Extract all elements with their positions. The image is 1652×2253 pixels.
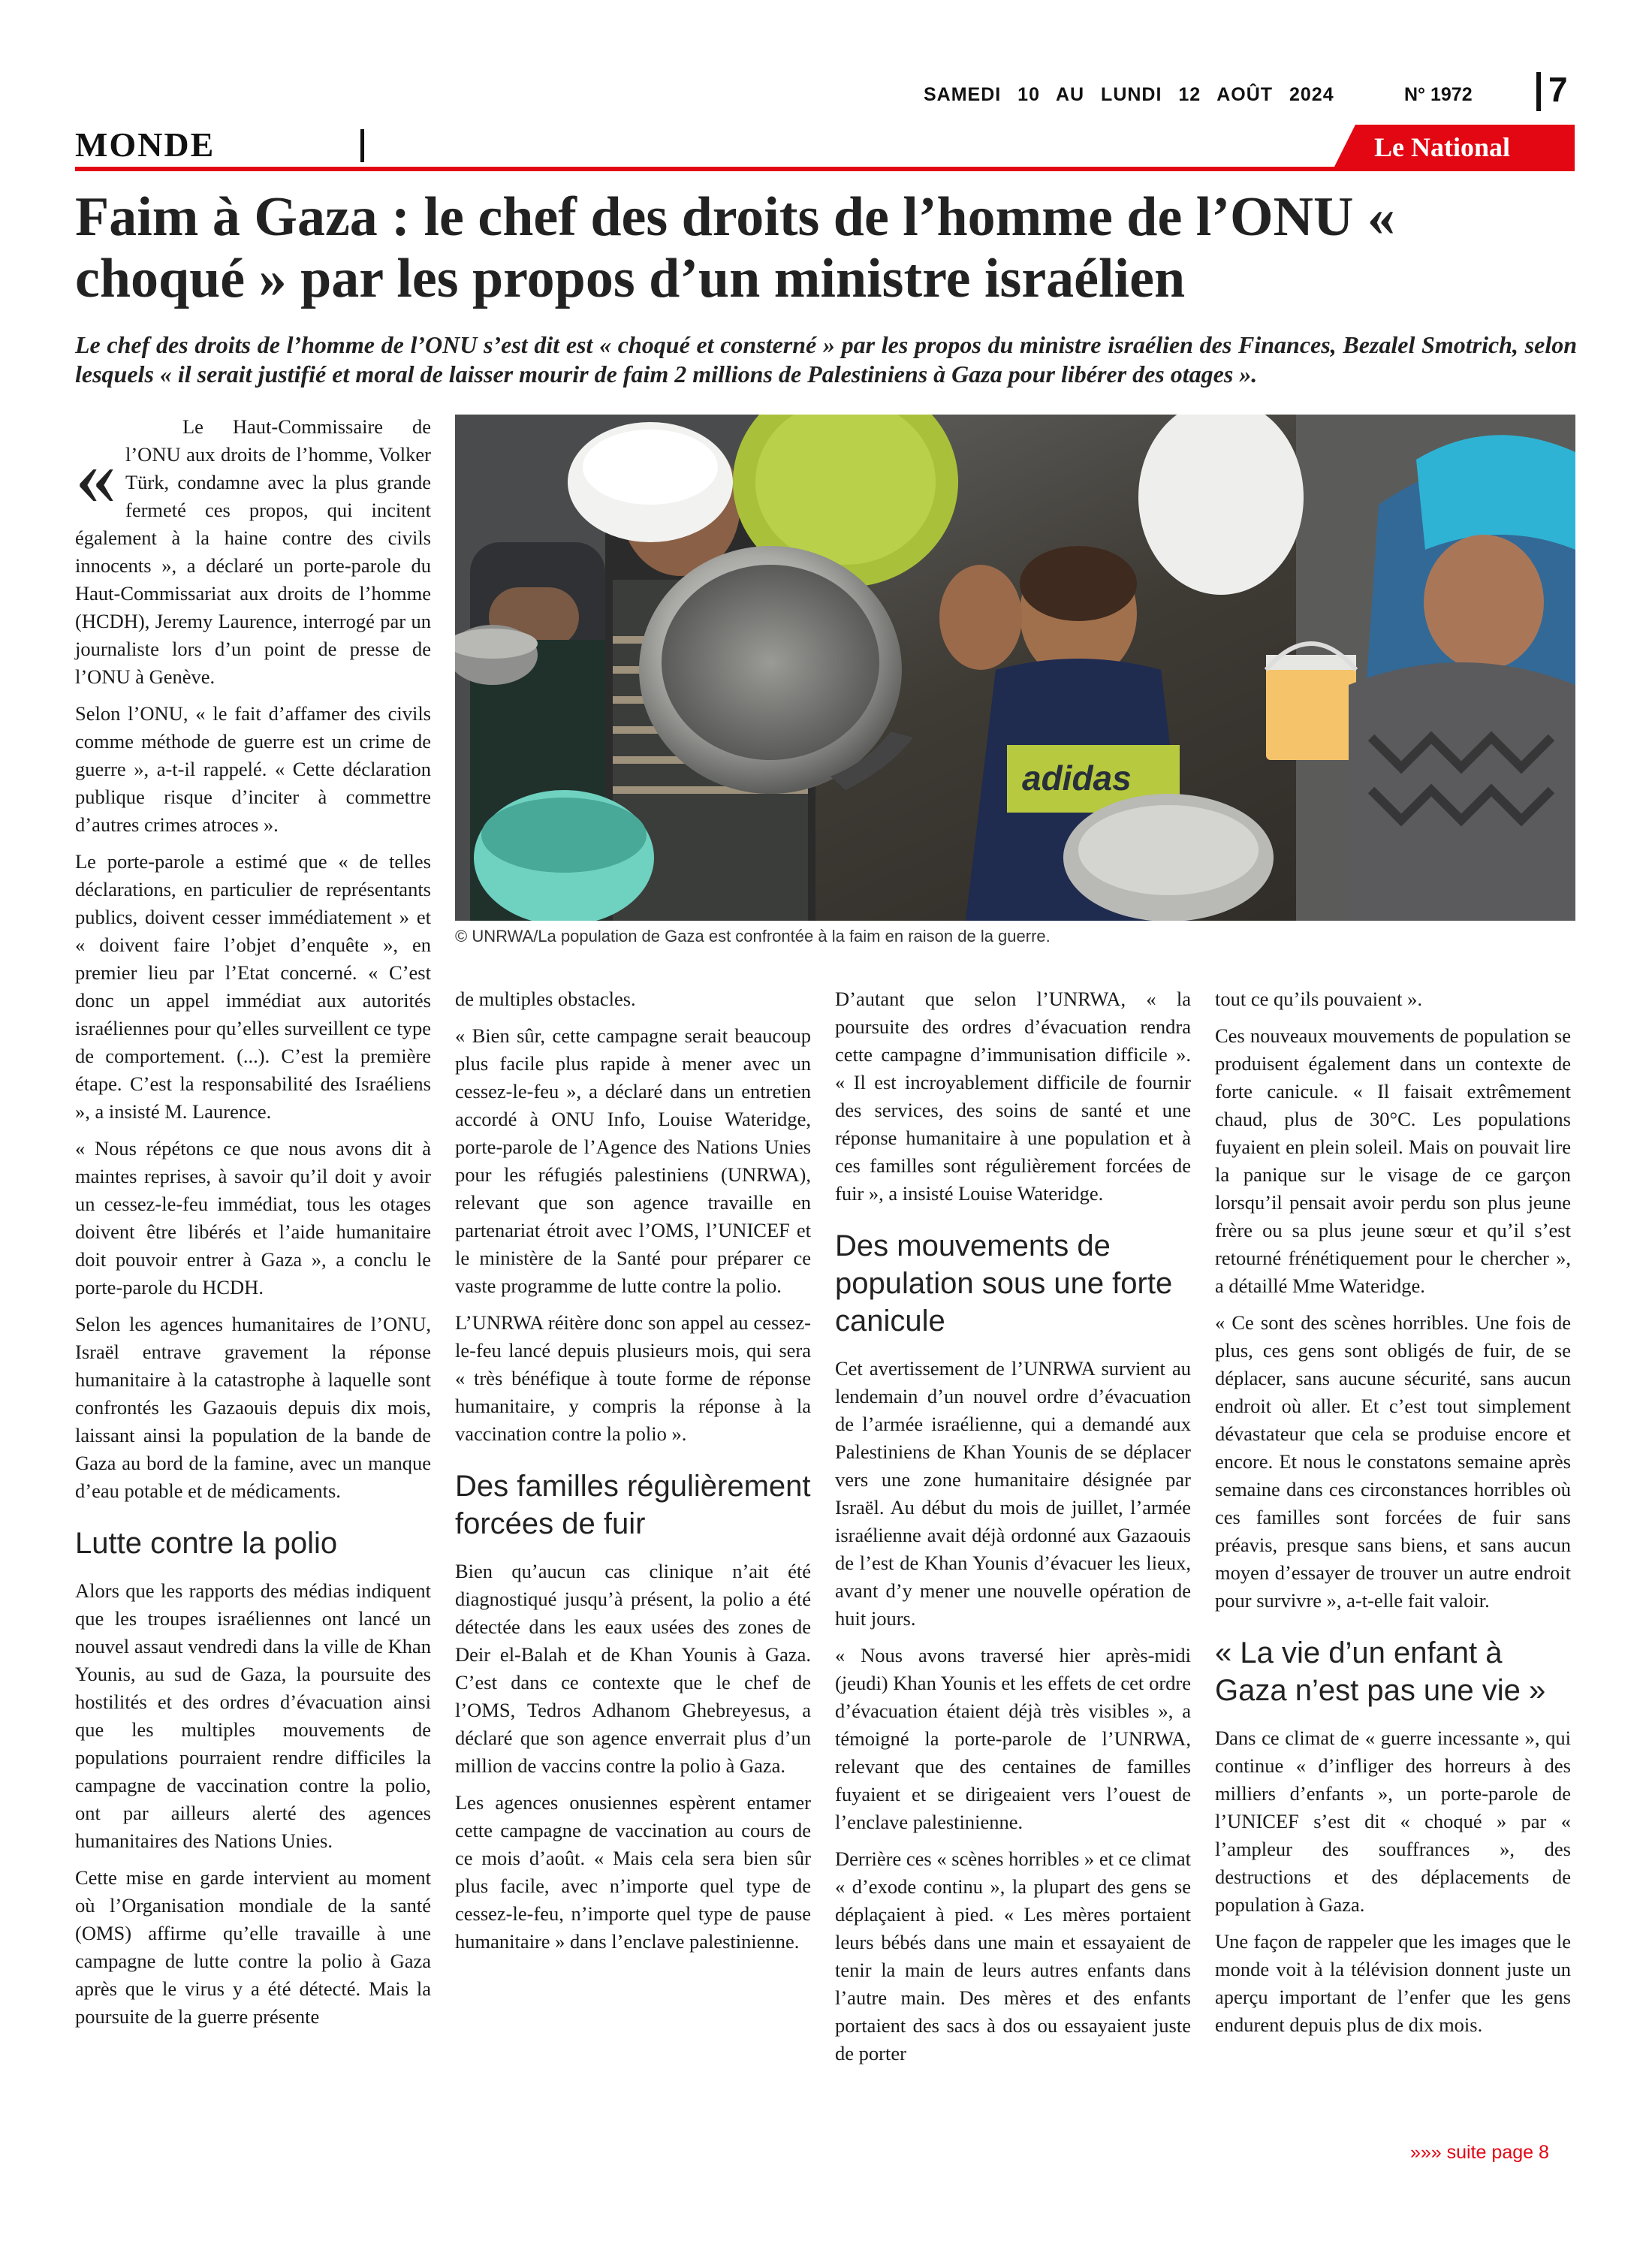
subheading: Des familles régulièrement forcées de fuir — [455, 1470, 811, 1540]
shirt-text: adidas — [1022, 759, 1132, 798]
lede-paragraph — [75, 413, 431, 691]
section-label: MONDE — [75, 125, 216, 164]
subheading: Lutte contre la polio — [75, 1527, 338, 1560]
photo-caption: © UNRWA/La population de Gaza est confrontée à la faim en raison de la guerre. — [455, 927, 1051, 946]
paragraph: Alors que les rapports des médias indiquent que les troupes israéliennes ont lancé un nouvel assaut vendredi dans la ville de Khan Younis, au sud de Gaza, la poursuite des hostilités et des ordres d’évacuation ainsi que les multiples mouvements de populations pourraient rendre difficiles la campagne de vaccination contre la polio, ont par ailleurs alerté des agences humanitaires des Nations Unies. — [75, 1579, 431, 1852]
paragraph: de multiples obstacles. — [455, 988, 636, 1010]
lede-text: Le Haut-Commissaire de l’ONU aux droits de l’homme, Volker Türk, condamne avec la plus grande fermeté ces propos, qui incitent également à la haine contre des civils innocents », a déclaré un porte-parole du Haut-Commissariat aux droits de l’homme (HCDH), Jeremy Laurence, interrogé par un journaliste lors d’un point de presse de l’ONU à Genève. — [75, 415, 431, 688]
article-standfirst: Le chef des droits de l’homme de l’ONU s’est dit est « choqué et consterné » par les propos du ministre israélien des Finances, Bezalel Smotrich, selon lesquels « il serait justifié et moral de laisser mourir de faim 2 millions de Palestiniens à Gaza pour libérer des otages ». — [75, 331, 1577, 388]
issue-date: SAMEDI 10 AU LUNDI 12 AOÛT 2024 — [924, 84, 1334, 105]
paragraph: « Bien sûr, cette campagne serait beaucoup plus facile plus rapide à mener avec un cessez-le-feu », a déclaré dans un entretien accordé à ONU Info, Louise Wateridge, porte-parole de l’Agence des Nations Unies pour les réfugiés palestiniens (UNRWA), relevant que son agence travaille en partenariat étroit avec l’OMS, l’UNICEF et le ministère de la Santé pour préparer ce vaste programme de lutte contre la polio. — [455, 1024, 811, 1297]
paragraph: Dans ce climat de « guerre incessante », qui continue « d’infliger des horreurs à des milliers d’enfants », un porte-parole de l’UNICEF s’est dit « choqué » par « l’ampleur des souffrances », des destructions et des déplacements de population à Gaza. — [1215, 1727, 1571, 1916]
paragraph: « Nous avons traversé hier après-midi (jeudi) Khan Younis et les effets de cet ordre d’évacuation étaient déjà très visibles », a témoigné la porte-parole de l’UNRWA, relevant que des centaines de familles fuyaient et se dirigeaient vers l’ouest de l’enclave palestinienne. — [835, 1644, 1191, 1833]
paragraph: Les agences onusiennes espèrent entamer cette campagne de vaccination au cours de ce mois d’août. « Mais cela sera bien sûr plus facile, avec n’importe quel type de cessez-le-feu, n’importe quel type de pause humanitaire » dans l’enclave palestinienne. — [455, 1791, 811, 1953]
subheading: Des mouvements de population sous une forte canicule — [835, 1229, 1173, 1338]
paragraph: Cette mise en garde intervient au moment où l’Organisation mondiale de la santé (OMS) affirme qu’elle travaille à une campagne de lutte contre la polio à Gaza après que le virus y a été détecté. Mais la poursuite de la guerre présente — [75, 1866, 431, 2028]
photo-illustration — [455, 415, 1575, 921]
page-number-divider — [1536, 72, 1541, 111]
paragraph: Ces nouveaux mouvements de population se produisent également dans un contexte de forte canicule. « Il faisait extrêmement chaud, plus de 30°C. Les populations fuyaient en plein soleil. Mais on pouvait lire la panique sur le visage de ce garçon lorsqu’il pensait avoir perdu son plus jeune frère ou sa plus jeune sœur et qu’il s’est retourné frénétiquement pour le chercher », a détaillé Mme Wateridge. — [1215, 1024, 1571, 1297]
header-rule — [75, 167, 1575, 171]
paragraph: Bien qu’aucun cas clinique n’ait été diagnostiqué jusqu’à présent, la polio a été détectée dans les eaux usées des zones de Deir el-Balah et de Khan Younis à Gaza. C’est dans ce contexte que le chef de l’OMS, Tedros Adhanom Ghebreyesus, a déclaré que son agence enverrait plus d’un million de vaccins contre la polio à Gaza. — [455, 1560, 811, 1777]
article-column-2 — [455, 985, 811, 1965]
issue-number: N° 1972 — [1404, 84, 1473, 105]
paragraph: Selon les agences humanitaires de l’ONU, Israël entrave gravement la réponse humanitaire à la catastrophe à laquelle sont confrontés les Gazaouis depuis dix mois, laissant ainsi la population de la bande de Gaza au bord de la famine, avec un manque d’eau potable et de médicaments. — [75, 1313, 431, 1502]
section-divider — [360, 129, 364, 162]
paragraph: Une façon de rappeler que les images que le monde voit à la télévision donnent juste un aperçu important de l’enfer que les gens endurent depuis plus de dix mois. — [1215, 1930, 1571, 2036]
paragraph: Le porte-parole a estimé que « de telles déclarations, en particulier de représentants publics, doivent cesser immédiatement » et « doivent faire l’objet d’enquête », en premier lieu par l’Etat concerné. « C’est donc un appel immédiat aux autorités israéliennes pour qu’elles surveillent ce type de comportement. (...). C’est la première étape. C’est la responsabilité des Israéliens », a insisté M. Laurence. — [75, 850, 431, 1123]
paragraph: L’UNRWA réitère donc son appel au cessez-le-feu lancé depuis plusieurs mois, qui sera « très bénéfique à toute forme de réponse humanitaire, y compris la réponse à la vaccination contre la polio ». — [455, 1311, 811, 1445]
article-column-3 — [835, 985, 1191, 2077]
drop-quote-mark: « — [75, 430, 116, 522]
paragraph: D’autant que selon l’UNRWA, « la poursuite des ordres d’évacuation rendra cette campagne d’immunisation difficile ». « Il est incroyablement difficile de fournir des services, des soins de santé et une réponse humanitaire à une population et à ces familles sont régulièrement forcées de fuir », a insisté Louise Wateridge. — [835, 988, 1191, 1205]
continued-on-link[interactable]: »»» suite page 8 — [1410, 2142, 1549, 2163]
paragraph: tout ce qu’ils pouvaient ». — [1215, 988, 1422, 1010]
paragraph: Cet avertissement de l’UNRWA survient au lendemain d’un nouvel ordre d’évacuation de l’armée israélienne, qui a demandé aux Palestiniens de Khan Younis de se déplacer vers une zone humanitaire désignée par Israël. Au début du mois de juillet, l’armée israélienne avait déjà ordonné aux Gazaouis de l’est de Khan Younis d’évacuer les lieux, avant d’y mener une nouvelle opération de huit jours. — [835, 1357, 1191, 1630]
paragraph: « Nous répétons ce que nous avons dit à maintes reprises, à savoir qu’il doit y avoir un cessez-le-feu immédiat, tous les otages doivent être libérés et l’aide humanitaire doit pouvoir entrer à Gaza », a conclu le porte-parole du HCDH. — [75, 1137, 431, 1298]
paragraph: Selon l’ONU, « le fait d’affamer des civils comme méthode de guerre est un crime de guerre », a-t-il rappelé. « Cette déclaration publique risque d’inciter à commettre d’autres crimes atroces ». — [75, 702, 431, 836]
paragraph: Derrière ces « scènes horribles » et ce climat « d’exode continu », la plupart des gens se déplaçaient à pied. « Les mères portaient leurs bébés dans une main et essayaient de tenir la main de leurs autres enfants dans l’autre main. Des mères et des enfants portaient des sacs à dos ou essayaient juste de porter — [835, 1847, 1191, 2064]
newspaper-brand: Le National — [1374, 132, 1511, 162]
subheading: « La vie d’un enfant à Gaza n’est pas une vie » — [1215, 1636, 1546, 1707]
paragraph: « Ce sont des scènes horribles. Une fois de plus, ces gens sont obligés de fuir, de se déplacer, sans aucune sécurité, sans aucun endroit où aller. Et c’est tout simplement dévastateur que cela se produise encore et encore. Et nous le constatons semaine après semaine dans ces circonstances horribles où ces familles sont forcées de fuir sans préavis, presque sans biens, et sans aucun moyen d’essayer de trouver un autre endroit pour survivre », a-t-elle fait valoir. — [1215, 1311, 1571, 1612]
page-number: 7 — [1548, 70, 1568, 109]
article-headline: Faim à Gaza : le chef des droits de l’homme de l’ONU « choqué » par les propos d’un ministre israélien — [75, 186, 1395, 309]
article-column-4 — [1215, 985, 1571, 2048]
news-photo — [455, 415, 1575, 921]
article-column-1 — [75, 413, 431, 2040]
